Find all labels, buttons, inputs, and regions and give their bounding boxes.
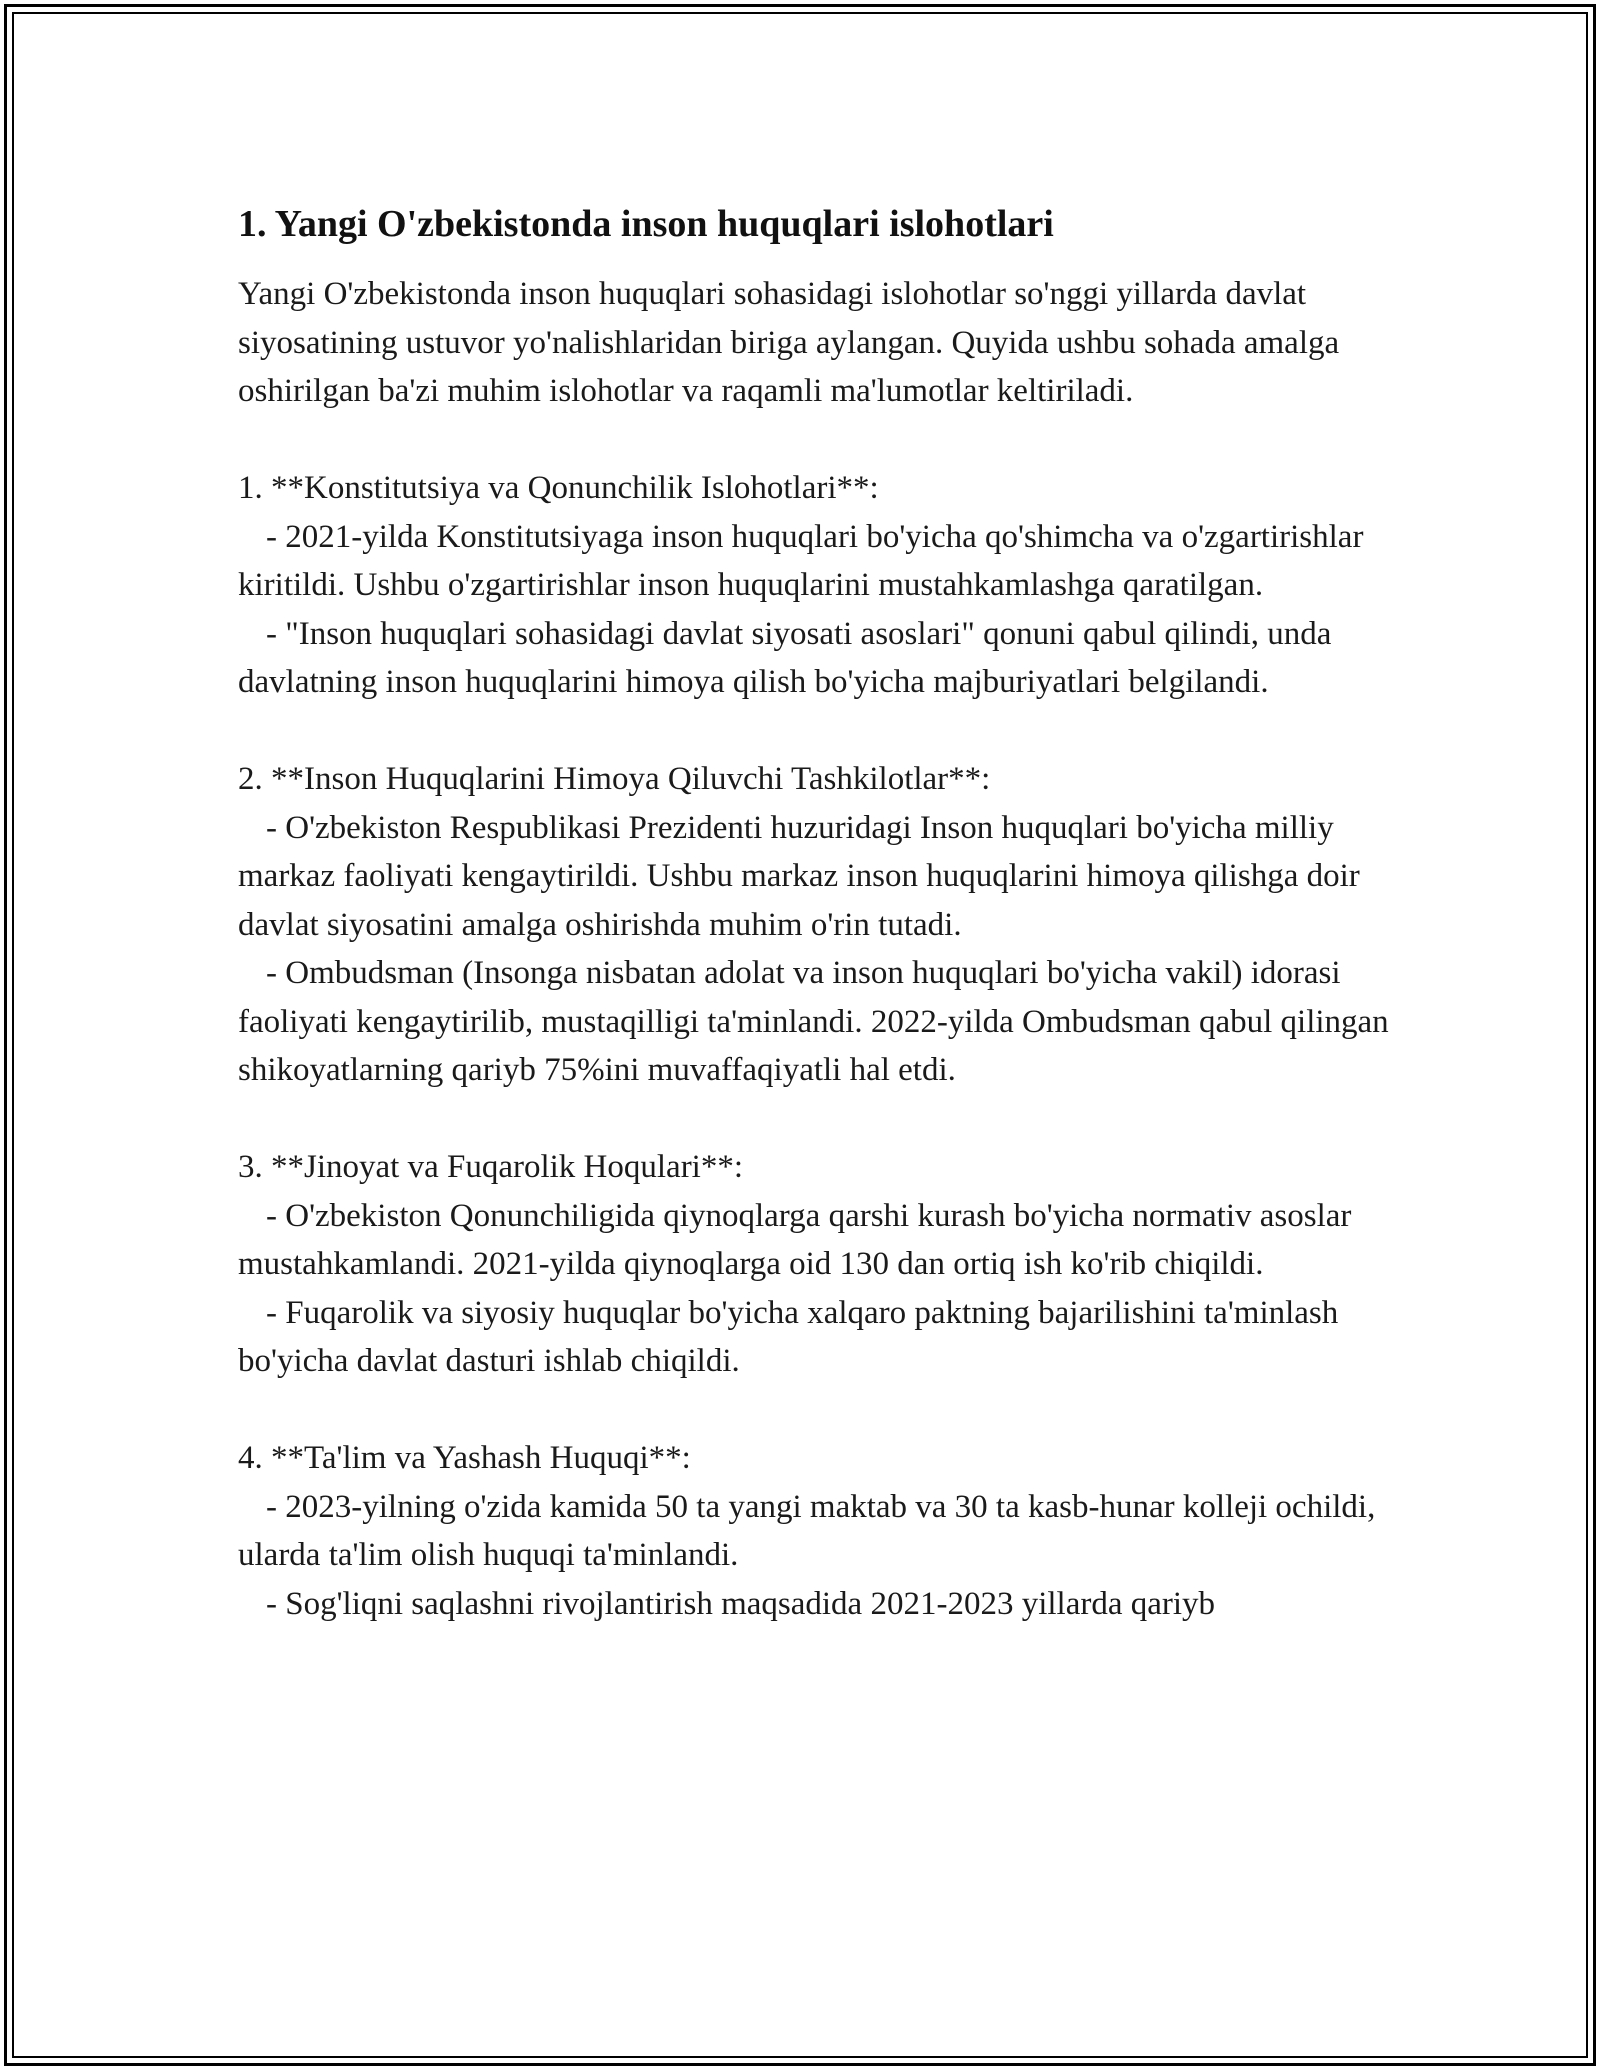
page-title: 1. Yangi O'zbekistonda inson huquqlari islohotlari: [238, 203, 1054, 245]
section-heading: 3. **Jinoyat va Fuqarolik Hoqulari**:: [238, 1149, 744, 1185]
section-organizations: [238, 755, 1438, 1095]
bullet-item: - O'zbekiston Respublikasi Prezidenti huzuridagi Inson huquqlari bo'yicha milliy markaz faoliyati kengaytirildi. Ushbu markaz inson huquqlarini himoya qilishga doir davlat siyosatini amalga oshirishda muhim o'rin tutadi.: [238, 809, 1360, 943]
bullet-item: - Sog'liqni saqlashni rivojlantirish maqsadida 2021-2023 yillarda qariyb: [266, 1585, 1216, 1622]
page-inner-border: [12, 12, 1588, 2058]
document-body: [238, 190, 1438, 1628]
section-heading: 4. **Ta'lim va Yashash Huquqi**:: [238, 1440, 691, 1476]
page-outer-border: [4, 4, 1596, 2066]
bullet-item: - "Inson huquqlari sohasidagi davlat siyosati asoslari" qonuni qabul qilindi, unda davlatning inson huquqlarini himoya qilish bo'yicha majburiyatlari belgilandi.: [238, 615, 1332, 700]
bullet-item: - O'zbekiston Qonunchiligida qiynoqlarga qarshi kurash bo'yicha normativ asoslar mustahkamlandi. 2021-yilda qiynoqlarga oid 130 dan ortiq ish ko'rib chiqildi.: [238, 1197, 1352, 1282]
bullet-item: - 2023-yilning o'zida kamida 50 ta yangi maktab va 30 ta kasb-hunar kolleji ochildi, ularda ta'lim olish huquqi ta'minlandi.: [238, 1488, 1376, 1573]
bullet-item: - Fuqarolik va siyosiy huquqlar bo'yicha xalqaro paktning bajarilishini ta'minlash bo'yicha davlat dasturi ishlab chiqildi.: [238, 1294, 1339, 1379]
section-criminal-civil: [238, 1143, 1438, 1386]
section-heading: 2. **Inson Huquqlarini Himoya Qiluvchi Tashkilotlar**:: [238, 761, 991, 797]
bullet-item: - 2021-yilda Konstitutsiyaga inson huquqlari bo'yicha qo'shimcha va o'zgartirishlar kiritildi. Ushbu o'zgartirishlar inson huquqlarini mustahkamlashga qaratilgan.: [238, 518, 1364, 603]
section-education-life: [238, 1434, 1438, 1628]
bullet-item: - Ombudsman (Insonga nisbatan adolat va inson huquqlari bo'yicha vakil) idorasi faoliyati kengaytirilib, mustaqilligi ta'minlandi. 2022-yilda Ombudsman qabul qilingan shikoyatlarning qariyb 75%ini muvaffaqiyatli hal etdi.: [238, 955, 1389, 1088]
intro-paragraph: Yangi O'zbekistonda inson huquqlari sohasidagi islohotlar so'nggi yillarda davlat siyosatining ustuvor yo'nalishlaridan biriga aylangan. Quyida ushbu sohada amalga oshirilgan ba'zi muhim islohotlar va raqamli ma'lumotlar keltiriladi.: [238, 276, 1340, 409]
section-constitution: [238, 464, 1438, 707]
section-heading: 1. **Konstitutsiya va Qonunchilik Islohotlari**:: [238, 470, 879, 506]
